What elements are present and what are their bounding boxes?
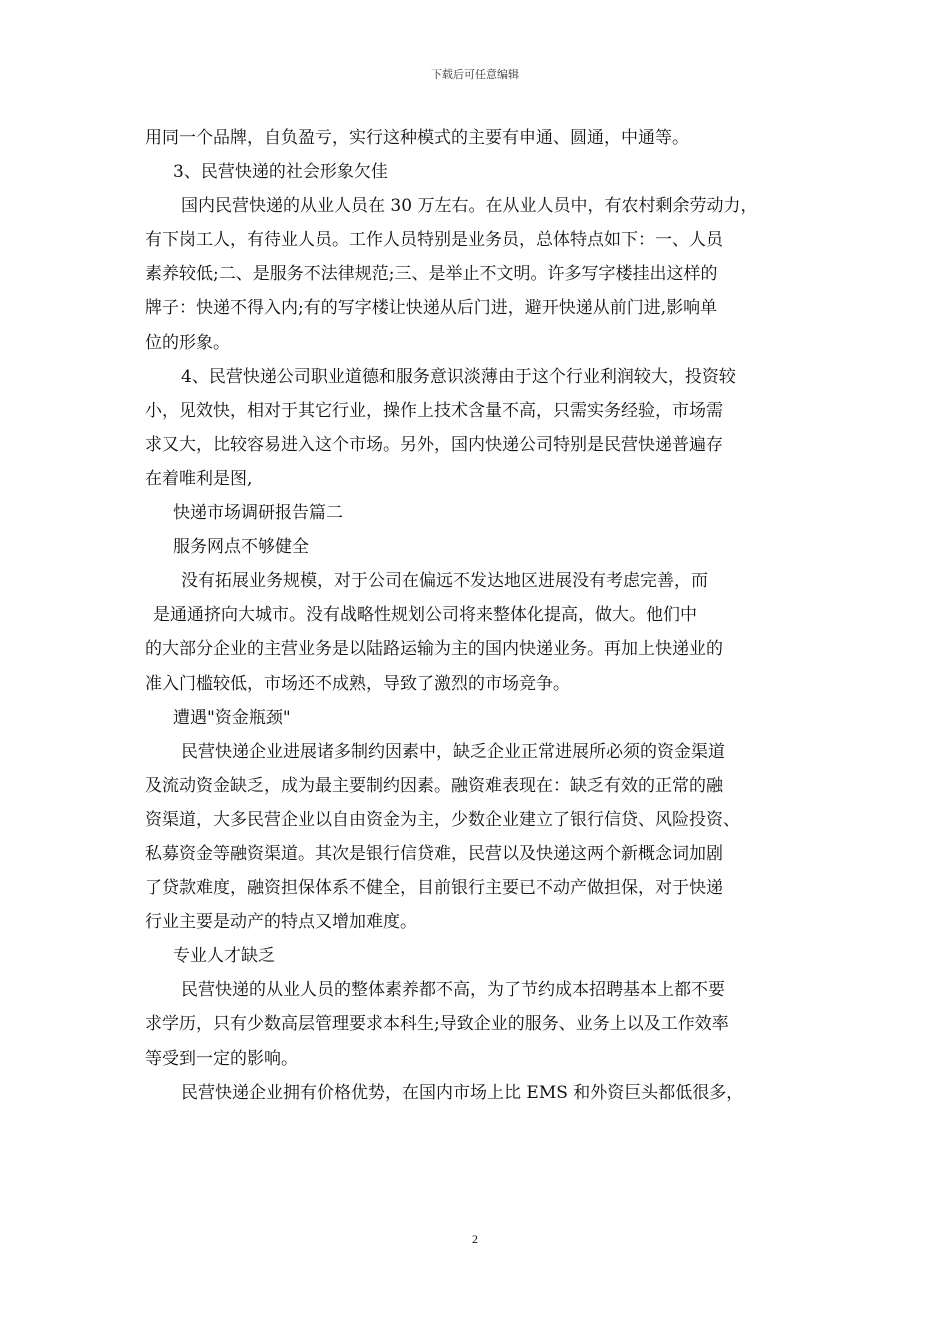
section-heading: 遭遇"资金瓶颈": [173, 707, 291, 728]
text-line: 民营快递的从业人员的整体素养都不高，为了节约成本招聘基本上都不要: [181, 980, 725, 1001]
section-heading: 服务网点不够健全: [173, 537, 309, 558]
section-heading: 快递市场调研报告篇二: [173, 503, 343, 524]
text-line: 资渠道，大多民营企业以自由资金为主，少数企业建立了银行信贷、风险投资、: [145, 809, 740, 830]
text-line: 行业主要是动产的特点又增加难度。: [145, 912, 417, 933]
text-line: 民营快递企业拥有价格优势，在国内市场上比 EMS 和外资巨头都低很多，: [181, 1082, 744, 1103]
text-line: 的大部分企业的主营业务是以陆路运输为主的国内快递业务。再加上快递业的: [145, 639, 723, 660]
text-line: 4、民营快递公司职业道德和服务意识淡薄由于这个行业利润较大，投资较: [181, 366, 736, 387]
text-line: 求又大，比较容易进入这个市场。另外，国内快递公司特别是民营快递普遍存: [145, 434, 723, 455]
text-line: 在着唯利是图,: [145, 468, 253, 489]
page-number: 2: [472, 1232, 478, 1246]
section-heading: 专业人才缺乏: [173, 946, 275, 967]
text-line: 私募资金等融资渠道。其次是银行信贷难，民营以及快递这两个新概念词加剧: [145, 843, 723, 864]
text-line: 小，见效快，相对于其它行业，操作上技术含量不高，只需实务经验，市场需: [145, 400, 723, 421]
text-line: 是通通挤向大城市。没有战略性规划公司将来整体化提高，做大。他们中: [153, 605, 697, 626]
text-line: 有下岗工人，有待业人员。工作人员特别是业务员，总体特点如下：一、人员: [145, 230, 723, 251]
text-line: 准入门槛较低，市场还不成熟，导致了激烈的市场竞争。: [145, 673, 570, 694]
text-line: 国内民营快递的从业人员在 30 万左右。在从业人员中，有农村剩余劳动力，: [181, 196, 758, 217]
text-line: 位的形象。: [145, 332, 230, 353]
text-line: 民营快递企业进展诸多制约因素中，缺乏企业正常进展所必须的资金渠道: [181, 741, 725, 762]
text-line: 没有拓展业务规模，对于公司在偏远不发达地区进展没有考虑完善，而: [181, 571, 708, 592]
text-line: 了贷款难度，融资担保体系不健全，目前银行主要已不动产做担保，对于快递: [145, 878, 723, 899]
text-line: 求学历，只有少数高层管理要求本科生;导致企业的服务、业务上以及工作效率: [145, 1014, 729, 1035]
text-line: 及流动资金缺乏，成为最主要制约因素。融资难表现在：缺乏有效的正常的融: [145, 775, 723, 796]
page-header: 下载后可任意编辑: [431, 68, 519, 81]
section-heading: 3、民营快递的社会形象欠佳: [173, 162, 388, 183]
text-line: 牌子：快递不得入内;有的写字楼让快递从后门进，避开快递从前门进,影响单: [145, 298, 718, 319]
text-line: 素养较低;二、是服务不法律规范;三、是举止不文明。许多写字楼挂出这样的: [145, 264, 718, 285]
document-body: [145, 121, 815, 1110]
text-line: 等受到一定的影响。: [145, 1048, 298, 1069]
text-line: 用同一个品牌，自负盈亏，实行这种模式的主要有申通、圆通，中通等。: [145, 128, 689, 148]
